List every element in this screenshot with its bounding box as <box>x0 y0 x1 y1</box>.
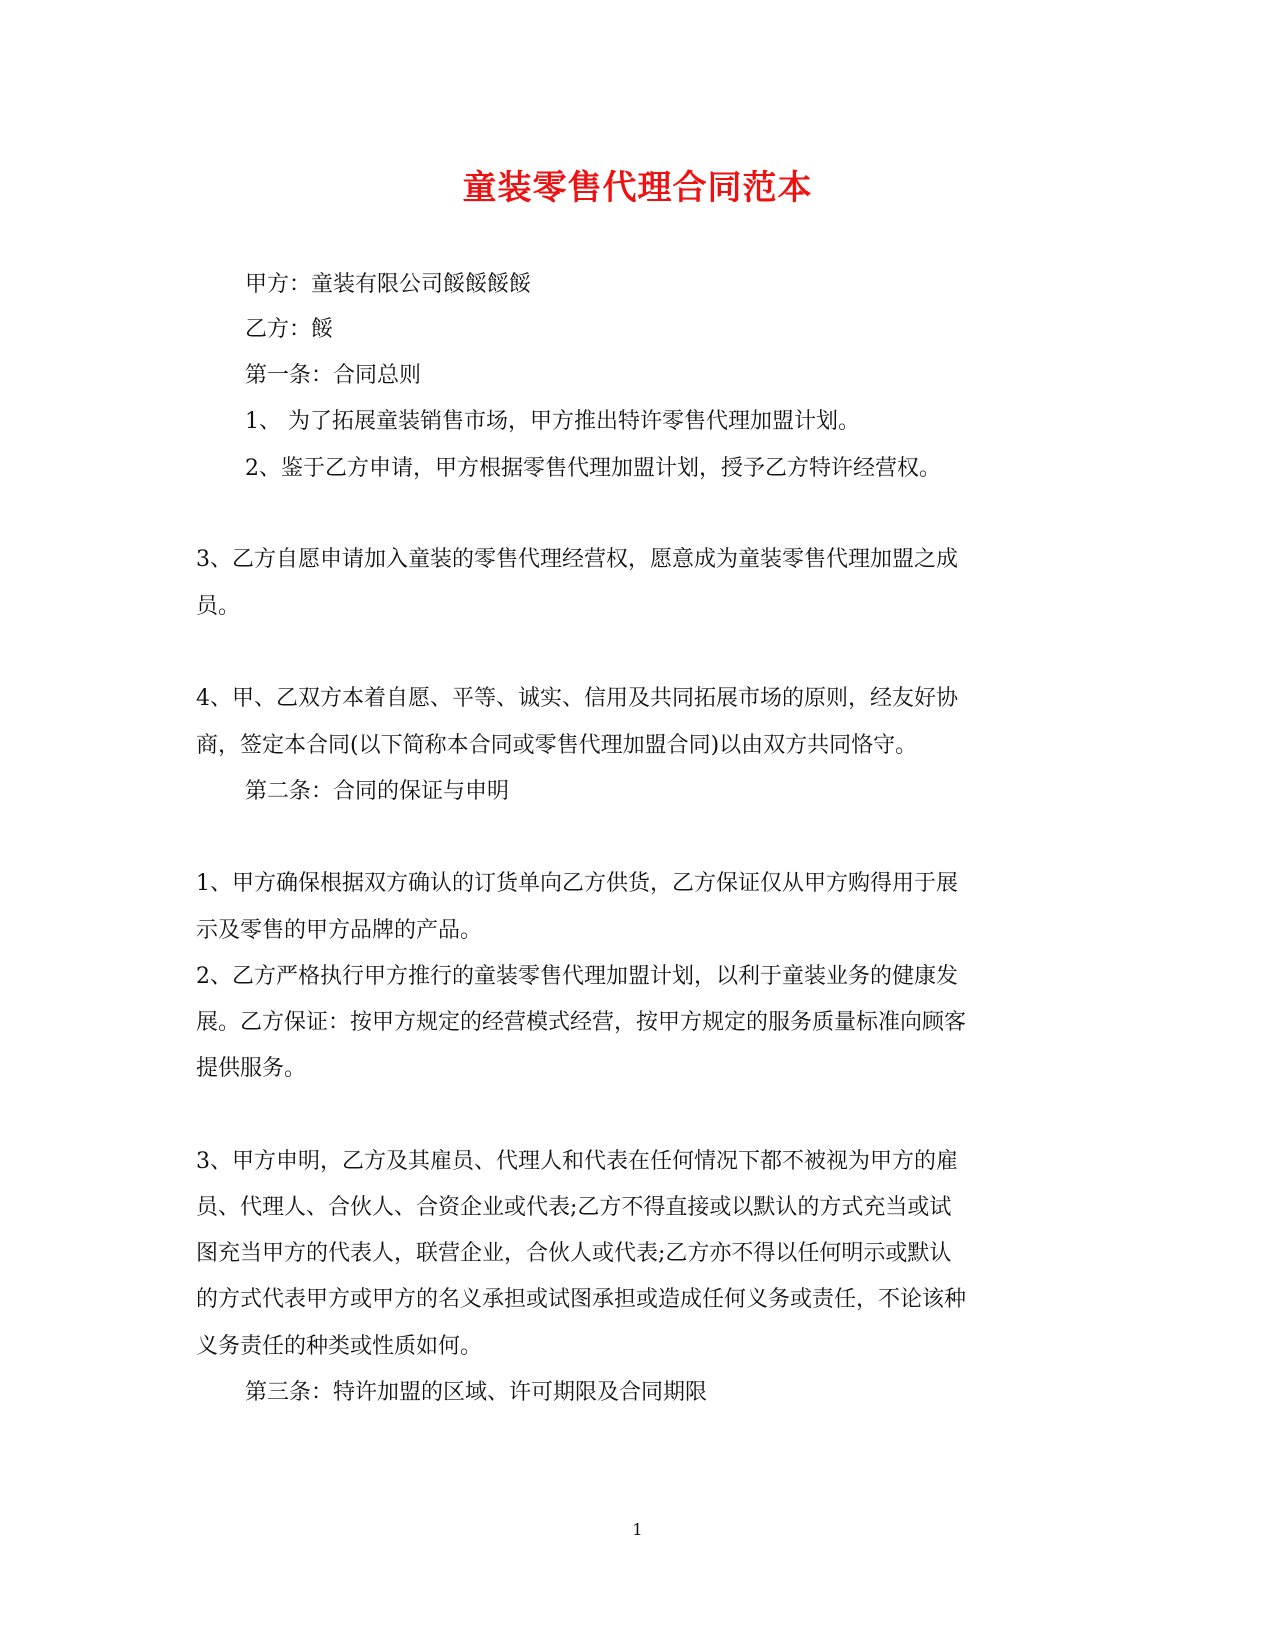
article-1-clause-3-line-1: 3、乙方自愿申请加入童装的零售代理经营权，愿意成为童装零售代理加盟之成 <box>196 547 958 572</box>
article-1-clause-1: 1、 为了拓展童装销售市场，甲方推出特许零售代理加盟计划。 <box>245 409 860 434</box>
article-2-clause-3-line-1: 3、甲方申明，乙方及其雇员、代理人和代表在任何情况下都不被视为甲方的雇 <box>196 1149 958 1174</box>
page-number: 1 <box>632 1520 643 1539</box>
article-2-clause-2-line-2: 展。乙方保证：按甲方规定的经营模式经营，按甲方规定的服务质量标准向顾客 <box>196 1010 967 1035</box>
article-2-clause-1-line-2: 示及零售的甲方品牌的产品。 <box>196 918 483 943</box>
article-2-heading: 第二条：合同的保证与申明 <box>245 779 510 804</box>
article-1-clause-2: 2、鉴于乙方申请，甲方根据零售代理加盟计划，授予乙方特许经营权。 <box>245 456 941 481</box>
party-a-line: 甲方：童装有限公司餒餒餒餒 <box>245 272 532 297</box>
article-2-clause-3-line-5: 义务责任的种类或性质如何。 <box>196 1334 483 1359</box>
article-1-heading: 第一条：合同总则 <box>245 363 422 388</box>
article-1-clause-4-line-2: 商，签定本合同(以下简称本合同或零售代理加盟合同)以由双方共同恪守。 <box>196 733 918 758</box>
article-2-clause-3-line-4: 的方式代表甲方或甲方的名义承担或试图承担或造成任何义务或责任，不论该种 <box>196 1287 967 1312</box>
party-b-line: 乙方：餒 <box>245 317 334 342</box>
article-2-clause-2-line-1: 2、乙方严格执行甲方推行的童装零售代理加盟计划，以利于童装业务的健康发 <box>196 964 958 989</box>
article-2-clause-3-line-2: 员、代理人、合伙人、合资企业或代表;乙方不得直接或以默认的方式充当或试 <box>196 1195 952 1220</box>
document-title: 童装零售代理合同范本 <box>462 168 813 208</box>
article-1-clause-3-line-2: 员。 <box>196 594 241 619</box>
article-2-clause-1-line-1: 1、甲方确保根据双方确认的订货单向乙方供货，乙方保证仅从甲方购得用于展 <box>196 871 958 896</box>
article-3-heading: 第三条：特许加盟的区域、许可期限及合同期限 <box>245 1380 708 1405</box>
article-2-clause-2-line-3: 提供服务。 <box>196 1056 307 1081</box>
article-1-clause-4-line-1: 4、甲、乙双方本着自愿、平等、诚实、信用及共同拓展市场的原则，经友好协 <box>196 686 958 711</box>
article-2-clause-3-line-3: 图充当甲方的代表人，联营企业，合伙人或代表;乙方亦不得以任何明示或默认 <box>196 1241 952 1266</box>
